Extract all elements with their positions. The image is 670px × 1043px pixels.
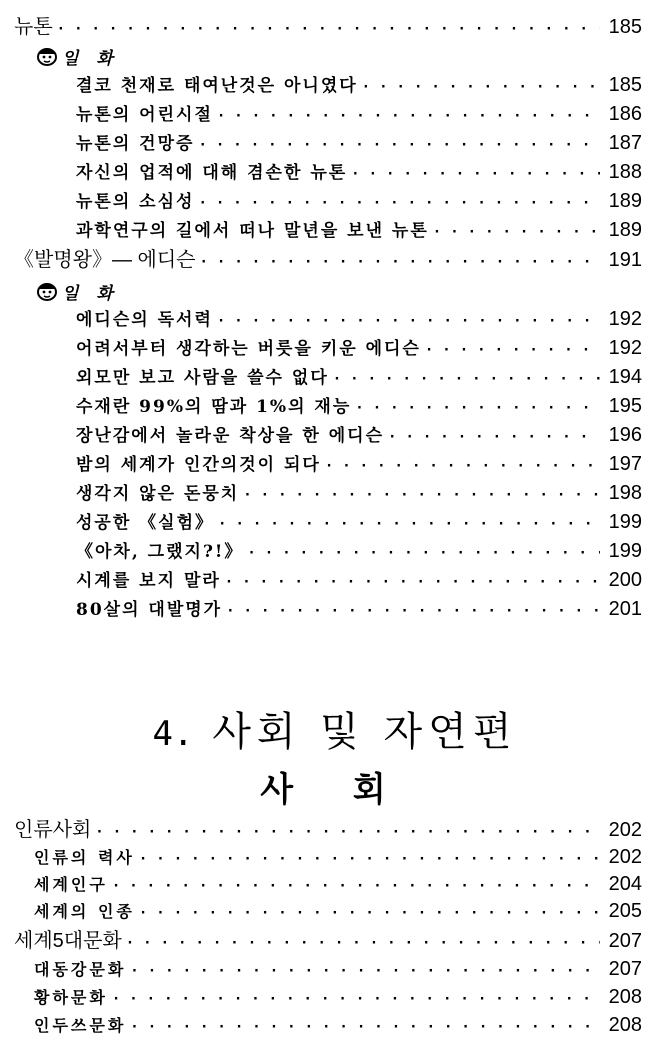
toc-entry-page: 199 — [608, 511, 642, 533]
dot-leader — [130, 1013, 600, 1042]
toc-entry-page: 198 — [608, 482, 642, 504]
toc-entry-page: 194 — [608, 366, 642, 388]
section-number: 4. — [152, 714, 194, 754]
dot-leader — [362, 73, 600, 102]
toc-entry-page: 204 — [608, 873, 642, 895]
toc-entry[interactable] — [76, 450, 642, 479]
toc-entry-page: 185 — [608, 74, 642, 96]
toc-entry[interactable] — [14, 927, 642, 956]
dot-leader — [325, 452, 600, 481]
dot-leader — [218, 510, 600, 539]
toc-entry-page: 205 — [608, 900, 642, 922]
dot-leader — [112, 985, 600, 1014]
toc-entry-page: 191 — [608, 249, 642, 271]
toc-entry-page: 208 — [608, 1014, 642, 1036]
dot-leader — [333, 365, 600, 394]
dot-leader — [247, 539, 600, 568]
dot-leader — [226, 597, 600, 626]
toc-entry-title: 성공한 《실험》 — [76, 513, 215, 533]
toc-entry-page: 189 — [608, 190, 642, 212]
dot-leader — [139, 899, 600, 928]
toc-entry-page: 201 — [608, 598, 642, 620]
toc-entry-title: 에디슨의 독서력 — [76, 310, 213, 330]
toc-entry[interactable] — [76, 100, 642, 129]
dot-leader — [425, 336, 600, 365]
toc-entry-title: 어려서부터 생각하는 버릇을 키운 에디슨 — [76, 339, 421, 359]
toc-entry-title: 인두쓰문화 — [34, 1016, 127, 1035]
toc-entry-title: 외모만 보고 사람을 쓸수 없다 — [76, 368, 329, 388]
dot-leader — [217, 307, 600, 336]
toc-entry[interactable] — [76, 421, 642, 450]
toc-entry[interactable] — [76, 158, 642, 187]
toc-entry-title: 황하문화 — [34, 988, 108, 1007]
toc-entry[interactable] — [34, 897, 642, 926]
toc-entry[interactable] — [14, 13, 642, 42]
dot-leader — [351, 160, 600, 189]
toc-entry[interactable] — [76, 392, 642, 421]
toc-entry-page: 197 — [608, 453, 642, 475]
dot-leader — [57, 15, 600, 44]
toc-entry-page: 199 — [608, 540, 642, 562]
toc-entry[interactable] — [34, 870, 642, 899]
toc-entry[interactable] — [34, 843, 642, 872]
toc-entry-title: 《아차, 그랬지?!》 — [76, 542, 244, 562]
toc-entry-title: 생각지 않은 돈뭉치 — [76, 484, 240, 504]
toc-entry[interactable] — [76, 508, 642, 537]
dot-leader — [225, 568, 600, 597]
dot-leader — [217, 102, 600, 131]
toc-entry-title: 과학연구의 길에서 떠나 말년을 보낸 뉴톤 — [76, 221, 429, 241]
section-title-text: 사회 및 자연편 — [212, 709, 518, 755]
toc-entry-page: 192 — [608, 337, 642, 359]
toc-entry-page: 185 — [608, 16, 642, 38]
toc-entry[interactable] — [76, 334, 642, 363]
toc-entry-title: 《발명왕》— 에디슨 — [14, 249, 196, 271]
toc-entry[interactable] — [34, 955, 642, 984]
toc-entry-title: 장난감에서 놀라운 착상을 한 에디슨 — [76, 426, 385, 446]
dot-leader — [433, 218, 600, 247]
toc-entry[interactable] — [14, 246, 642, 275]
toc-entry-page: 202 — [608, 846, 642, 868]
toc-entry-page: 207 — [608, 930, 642, 952]
toc-entry[interactable] — [76, 479, 642, 508]
toc-entry[interactable] — [76, 595, 642, 624]
toc-entry-title: 인류사회 — [14, 819, 92, 841]
toc-entry-page: 195 — [608, 395, 642, 417]
dot-leader — [243, 481, 600, 510]
anecdote-label: 일 화 — [62, 48, 119, 69]
toc-entry-title: 세계5대문화 — [14, 930, 122, 952]
toc-entry-page: 192 — [608, 308, 642, 330]
toc-entry[interactable] — [34, 983, 642, 1012]
dot-leader — [198, 189, 600, 218]
toc-entry-title: 인류의 력사 — [34, 848, 135, 867]
toc-entry-title: 세계의 인종 — [34, 902, 135, 921]
toc-entry[interactable] — [76, 363, 642, 392]
toc-entry[interactable] — [34, 1011, 642, 1040]
dot-leader — [198, 131, 600, 160]
toc-entry-title: 세계인구 — [34, 875, 108, 894]
dot-leader — [130, 957, 600, 986]
dot-leader — [199, 248, 600, 277]
toc-entry-title: 뉴톤의 어린시절 — [76, 105, 213, 125]
toc-entry-title: 수재란 99%의 땀과 1%의 재능 — [76, 397, 352, 417]
toc-entry-title: 대동강문화 — [34, 960, 127, 979]
dot-leader — [388, 423, 600, 452]
toc-entry[interactable] — [76, 187, 642, 216]
toc-entry-page: 200 — [608, 569, 642, 591]
toc-entry-title: 시계를 보지 말라 — [76, 571, 221, 591]
anecdote-heading — [36, 278, 119, 304]
toc-entry-title: 밤의 세계가 인간의것이 되다 — [76, 455, 321, 475]
toc-entry-page: 202 — [608, 819, 642, 841]
dot-leader — [355, 394, 600, 423]
section-heading — [0, 700, 670, 757]
toc-entry[interactable] — [76, 129, 642, 158]
toc-entry-title: 자신의 업적에 대해 겸손한 뉴톤 — [76, 163, 348, 183]
toc-entry[interactable] — [76, 537, 642, 566]
toc-entry-title: 뉴톤 — [14, 16, 53, 38]
anecdote-heading — [36, 43, 119, 69]
toc-entry-page: 189 — [608, 219, 642, 241]
toc-entry-page: 207 — [608, 958, 642, 980]
dot-leader — [126, 929, 600, 958]
toc-entry[interactable] — [76, 216, 642, 245]
toc-entry-title: 80살의 대발명가 — [76, 600, 223, 620]
toc-entry-page: 208 — [608, 986, 642, 1008]
toc-entry-title: 뉴톤의 소심성 — [76, 192, 195, 212]
toc-entry-page: 196 — [608, 424, 642, 446]
toc-entry[interactable] — [76, 71, 642, 100]
toc-entry-title: 결코 천재로 태여난것은 아니였다 — [76, 76, 358, 96]
section-subheading: 사 회 — [260, 770, 410, 810]
anecdote-face-icon — [36, 281, 58, 301]
toc-entry[interactable] — [76, 305, 642, 334]
toc-entry[interactable] — [14, 816, 642, 845]
toc-entry-page: 188 — [608, 161, 642, 183]
toc-entry-page: 186 — [608, 103, 642, 125]
anecdote-face-icon — [36, 46, 58, 66]
anecdote-label: 일 화 — [62, 283, 119, 304]
toc-entry-page: 187 — [608, 132, 642, 154]
toc-entry-title: 뉴톤의 건망증 — [76, 134, 195, 154]
toc-entry[interactable] — [76, 566, 642, 595]
